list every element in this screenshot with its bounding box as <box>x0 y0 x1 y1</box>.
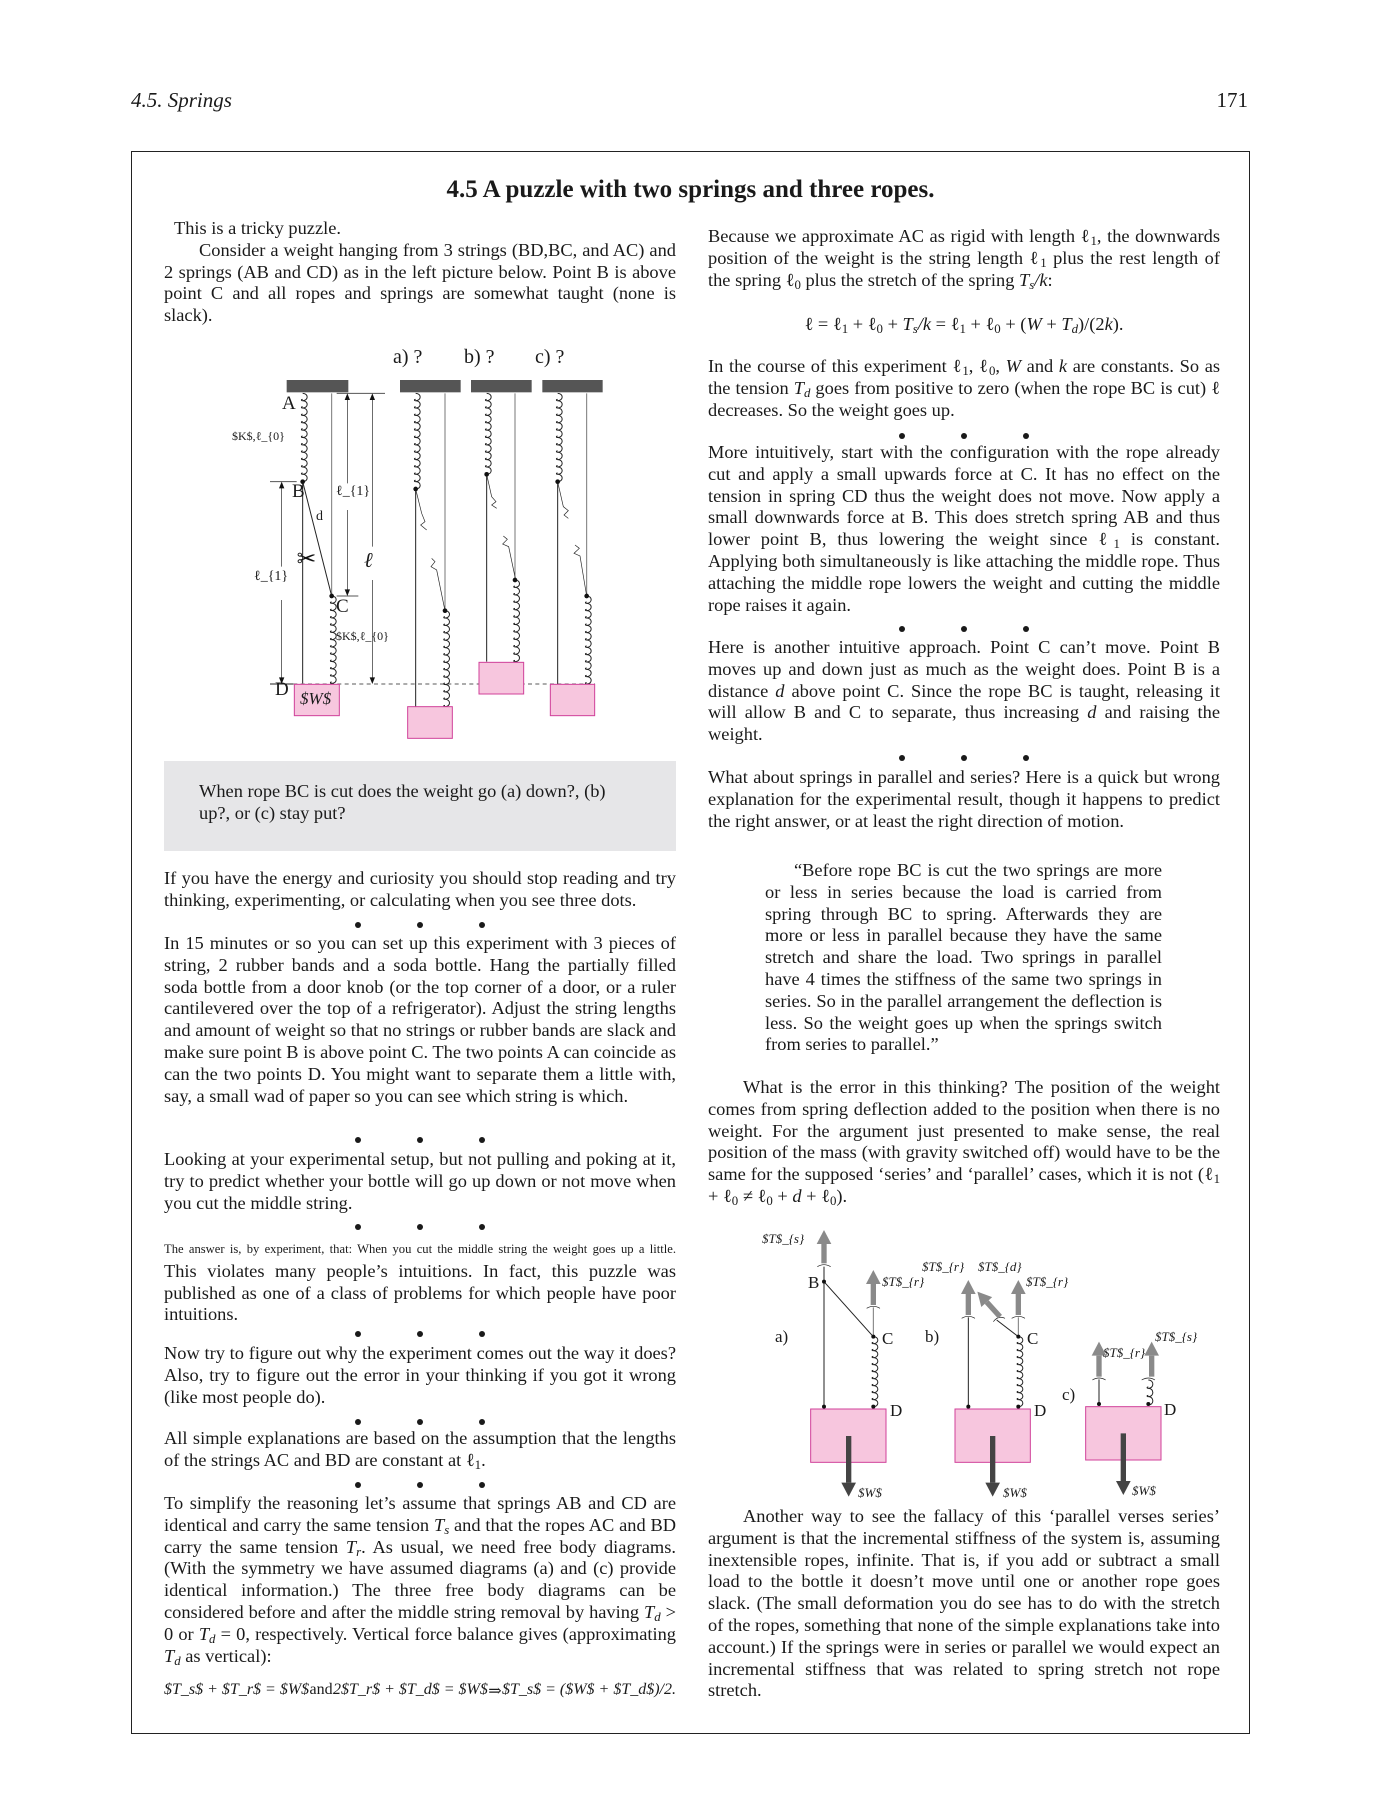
equation-part: and <box>309 1681 333 1698</box>
paragraph-intuitive: More intuitively, start with the configuration with the rope already cut and apply a small upwards force at C. It has no effect on the tension in spring CD thus the weight does not move. Now apply a small downwards force at B. This does stretch spring AB and thus lower point B, thus lowering the weight since ℓ$_1$ is constant. Applying both simultaneously is like attaching the middle rope. Thus attaching the middle rope lowers the weight and cutting the middle rope raises it again. <box>708 442 1220 615</box>
distance-d-label: d <box>316 509 323 524</box>
paragraph-course: In the course of this experiment ℓ$_1$, ℓ$_0$, W and k are constants. So as the tension $T_d$ goes from positive to zero (when the rope BC is cut) ℓ decreases. So the weight goes up. <box>708 356 1221 420</box>
tension-force-arrow <box>977 1292 1000 1317</box>
three-dots-separator <box>164 1137 676 1147</box>
spring-coil <box>1017 1337 1023 1407</box>
fbd-w-label: $W$ <box>1003 1485 1027 1500</box>
tension-force-arrow <box>1011 1280 1026 1315</box>
intro <box>164 218 676 327</box>
free-body-diagrams <box>700 1220 1200 1520</box>
tension-force-arrow <box>866 1270 881 1305</box>
l1-left-label: ℓ_{1} <box>254 569 289 584</box>
weight-label: $W$ <box>300 689 332 708</box>
spring-ab-label: $K$,ℓ_{0} <box>232 429 285 443</box>
spring-puzzle-diagram <box>230 340 630 740</box>
fbd-point-d-label: D <box>1164 1400 1177 1419</box>
tension-force-arrow <box>1144 1342 1159 1377</box>
force-balance-equation <box>164 1681 676 1701</box>
l-label: ℓ <box>364 548 373 572</box>
fbd-a-label: a) <box>775 1327 789 1346</box>
question-caption: When rope BC is cut does the weight go (a) down?, (b) up?, or (c) stay put? <box>199 781 606 823</box>
point-c-label: C <box>336 596 349 617</box>
fbd-ts-label: $T$_{s} <box>762 1231 805 1246</box>
three-dots-separator <box>708 755 1220 765</box>
fbd-tr-label: $T$_{r} <box>1026 1274 1069 1289</box>
l1-right-label: ℓ_{1} <box>336 484 371 499</box>
option-b-label: b) ? <box>464 346 495 368</box>
option-a-label: a) ? <box>393 346 423 368</box>
spring-coil <box>514 580 520 662</box>
answer-small-text: The answer is, by experiment, that: When you cut the middle string the weight goes up a little. <box>164 1242 676 1256</box>
ceilings <box>287 380 603 392</box>
spring-cd-label: $K$,ℓ_{0} <box>336 629 389 643</box>
fbd-tr-label: $T$_{r} <box>1103 1345 1146 1360</box>
running-header: 4.5. Springs <box>131 88 232 112</box>
paragraph-another-approach: Here is another intuitive approach. Point C can’t move. Point B moves up and down just as much as the weight does. Point B is a distance d above point C. Since the rope BC is taught, releasing it will allow B and C to separate, thus increasing d and raising the weight. <box>708 637 1220 745</box>
fbd-w-label: $W$ <box>1132 1483 1156 1498</box>
fbd-point-c-label: C <box>1027 1329 1039 1348</box>
option-c-label: c) ? <box>535 346 565 368</box>
spring-coil <box>444 611 450 707</box>
quote-text: “Before rope BC is cut the two springs are more or less in series because the load is carried from spring through BC to spring. Afterwards they are more or less in parallel because they have the same stretch and share the load. Two springs in parallel have 4 times the stiffness of the same two springs in series. So in the parallel arrangement the deflection is less. So the weight goes up when the springs switch from series to parallel.” <box>765 860 1162 1055</box>
fbd-point-d-label: D <box>890 1401 903 1420</box>
fbd-point-d-label: D <box>1034 1401 1047 1420</box>
three-dots-separator <box>164 1224 676 1234</box>
page-number: 171 <box>1216 88 1248 112</box>
point-a-label: A <box>282 393 296 414</box>
block-quote <box>765 860 1162 1056</box>
paragraph-energy: If you have the energy and curiosity you should stop reading and try thinking, experimenting, or calculating when you see three dots. <box>164 868 676 910</box>
fbd-c-label: c) <box>1062 1385 1076 1404</box>
paragraph-simplify: To simplify the reasoning let’s assume that springs AB and CD are identical and carry the same tension $T_s$ and that the ropes AC and BD carry the same tension $T_r$. As usual, we need free body diagrams. (With the symmetry we have assumed diagrams (a) and (c) provide identical information.) The three free body diagrams can be considered before and after the middle string removal by having $T_d > 0$ or $T_d = 0$, respectively. Vertical force balance gives (approximating $T_d$ as vertical): <box>164 1493 677 1668</box>
fbd-point-c-label: C <box>882 1329 894 1348</box>
three-dots-separator <box>708 626 1220 636</box>
paragraph-because: Because we approximate AC as rigid with length ℓ$_1$, the downwards position of the weight is the string length ℓ$_1$ plus the rest length of the spring ℓ$_0$ plus the stretch of the spring $T_s/k$: <box>708 226 1220 292</box>
answer-text: This violates many people’s intuitions. In fact, this puzzle was published as one of a class of problems for which people have poor intuitions. <box>164 1260 676 1325</box>
fbd-b-label: b) <box>925 1327 940 1346</box>
paragraph-looking: Looking at your experimental setup, but not pulling and poking at it, try to predict whether your bottle will go up down or not move when you cut the middle string. <box>164 1149 676 1213</box>
scissors-icon: ✂ <box>296 546 317 573</box>
three-dots-separator <box>164 1482 676 1492</box>
spring-coil <box>1147 1380 1153 1405</box>
fbd-td-label: $T$_{d} <box>978 1259 1022 1274</box>
intro-line: This is a tricky puzzle. <box>174 218 341 238</box>
point-b-label: B <box>292 481 305 502</box>
paragraph-experiment: In 15 minutes or so you can set up this experiment with 3 pieces of string, 2 rubber bands and a soda bottle. Hang the partially filled soda bottle from a door knob (or the top corner of a door, or a ruler cantilevered over the top of a refrigerator). Adjust the string lengths and amount of weight so that no strings or rubber bands are slack and make sure point B is above point C. The two points A can coincide as can the two points D. You might want to separate them a little with, say, a small wad of paper so you can see which string is which. <box>164 933 676 1106</box>
spring-coil <box>872 1337 878 1407</box>
fbd-point-b-label: B <box>808 1273 820 1292</box>
point-d-label: D <box>275 679 289 700</box>
paragraph-simple-explanations: All simple explanations are based on the assumption that the lengths of the strings AC and BD are constant at ℓ$_1$. <box>164 1428 676 1472</box>
paragraph-parallel-series: What about springs in parallel and series? Here is a quick but wrong explanation for the experimental result, though it happens to predict the right answer, or at least the right direction of motion. <box>708 767 1220 831</box>
spring-coil <box>301 393 307 481</box>
section-title: 4.5 A puzzle with two springs and three ropes. <box>446 176 935 203</box>
spring-coil <box>414 393 420 489</box>
fbd-w-label: $W$ <box>858 1485 882 1500</box>
spring-coil <box>585 596 591 684</box>
spring-coil <box>485 393 491 474</box>
tension-force-arrow <box>817 1230 832 1263</box>
three-dots-separator <box>164 922 676 932</box>
paragraph-now-try: Now try to figure out why the experiment comes out the way it does? Also, try to figure out the error in your thinking if you got it wrong (like most people do). <box>164 1343 676 1407</box>
paragraph-answer <box>164 1237 676 1326</box>
length-equation: ℓ = ℓ$_1$ + ℓ$_0$ + $T_s/k$ = ℓ$_1$ + ℓ$_0$ + $(W + T_d)/(2k)$. <box>804 314 1124 336</box>
fbd-tr-label: $T$_{r} <box>922 1259 965 1274</box>
equation-part: $T_s$ + $T_r$ = $W$ <box>164 1681 310 1698</box>
three-dots-separator <box>164 1331 676 1341</box>
question-caption-box <box>164 761 676 851</box>
weights <box>294 662 594 738</box>
intro-paragraph: Consider a weight hanging from 3 strings (BD,BC, and AC) and 2 springs (AB and CD) as in the left picture below. Point B is above point C and all ropes and springs are somewhat taught (none is slack). <box>164 239 676 326</box>
paragraph-fallacy: Another way to see the fallacy of this ‘parallel verses series’ argument is that the incremental stiffness of the system is, assuming inextensible ropes, infinite. That is, if you add or subtract a small load to the bottle it doesn’t move until one or another rope goes slack. (The small deformation you do see has to do with the stretch of the ropes, something that none of the simple explanations take into account.) If the springs were in series or parallel we would expect an incremental stiffness that was related to spring stretch not rope stretch. <box>708 1506 1220 1701</box>
spring-coil <box>556 393 562 481</box>
fbd-tr-label: $T$_{r} <box>882 1274 925 1289</box>
equation-part: ⇒ <box>488 1683 502 1700</box>
paragraph-error: What is the error in this thinking? The position of the weight comes from spring deflection added to the position when there is no weight. For the argument just presented to make sense, the real position of the mass (with gravity switched off) would have to be the same for the supposed ‘series’ and ‘parallel’ cases, which it is not (ℓ$_1$ + ℓ$_0$ ≠ ℓ$_0$ + d + ℓ$_0$). <box>708 1077 1220 1208</box>
equation-part: 2$T_r$ + $T_d$ = $W$ <box>332 1681 488 1698</box>
tension-force-arrow <box>961 1280 976 1315</box>
equation-part: $T_s$ = ($W$ + $T_d$)/2. <box>501 1681 676 1698</box>
fbd-ts-label: $T$_{s} <box>1155 1329 1198 1344</box>
